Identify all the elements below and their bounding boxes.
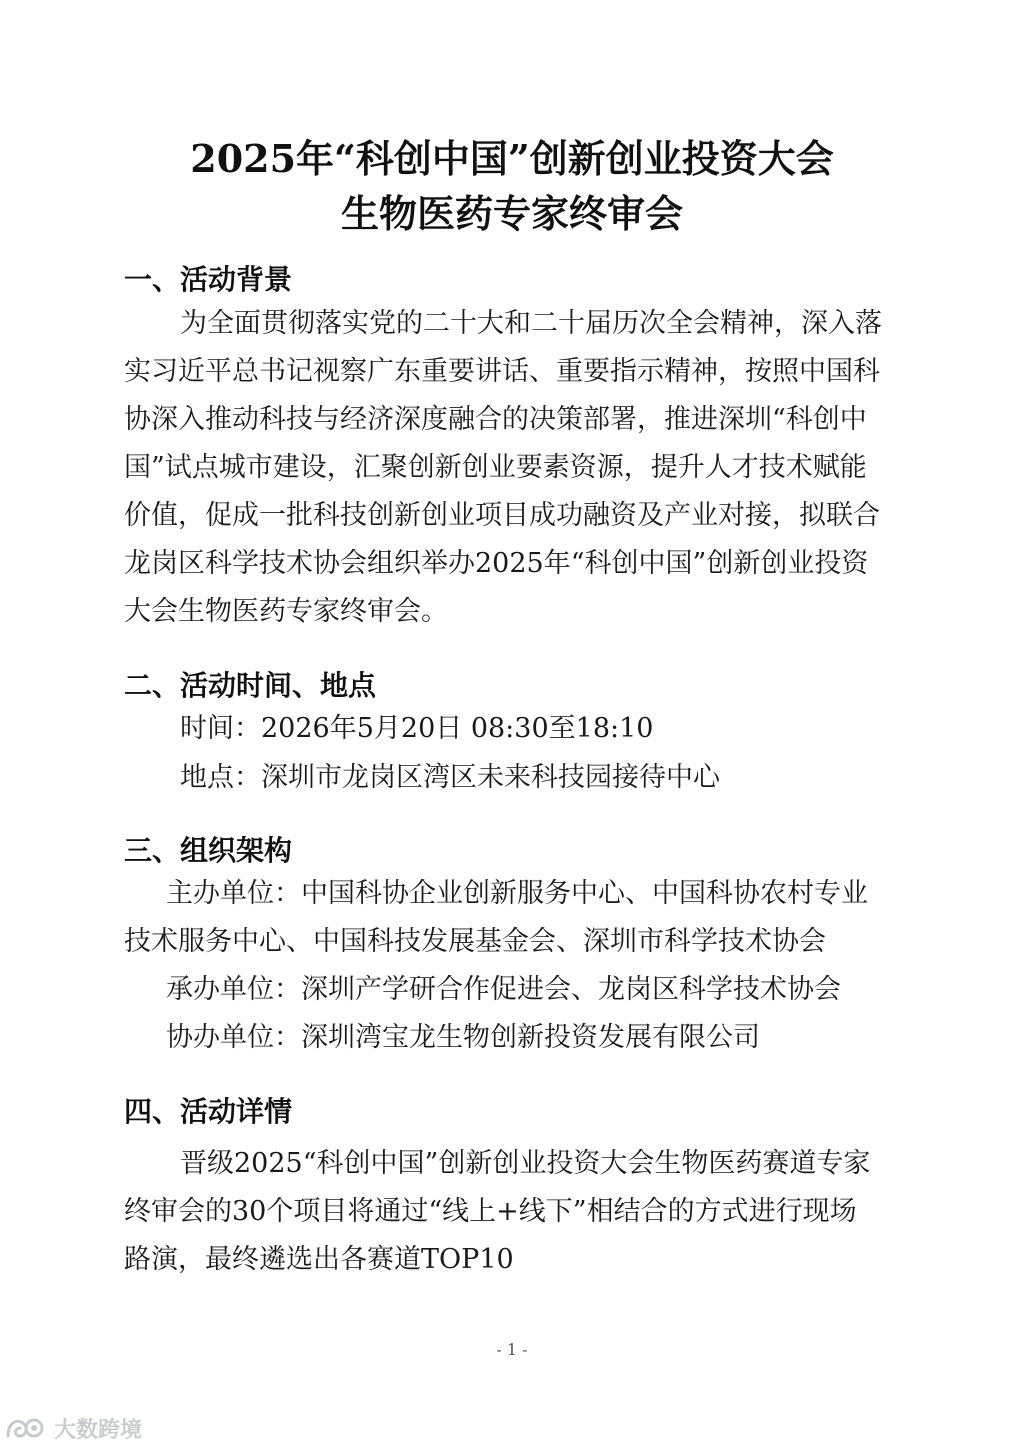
paragraph-line: 实习近平总书记视察广东重要讲话、重要指示精神，按照中国科 [124,356,880,387]
watermark [4,1412,142,1444]
co-organizer-line: 协办单位：深圳湾宝龙生物创新投资发展有限公司 [166,1022,760,1053]
event-time: 时间：2026年5月20日 08:30至18:10 [180,713,654,744]
event-location: 地点：深圳市龙岗区湾区未来科技园接待中心 [180,762,720,793]
section-heading-time-place: 二、活动时间、地点 [124,669,377,702]
paragraph-line: 路演，最终遴选出各赛道TOP10 [124,1244,514,1275]
brand-logo-icon [4,1414,48,1442]
section-heading-background: 一、活动背景 [124,263,293,296]
watermark-text: 大数跨境 [54,1417,143,1443]
section-heading-organization: 三、组织架构 [124,834,293,867]
paragraph-line: 国”试点城市建设，汇聚创新创业要素资源，提升人才技术赋能 [124,452,867,483]
paragraph-line: 价值，促成一批科技创新创业项目成功融资及产业对接，拟联合 [124,500,880,531]
page-number: - 1 - [496,1340,528,1359]
organizer-line: 主办单位：中国科协企业创新服务中心、中国科协农村专业 [166,878,868,909]
paragraph-line: 晋级2025“科创中国”创新创业投资大会生物医药赛道专家 [180,1148,871,1179]
section-heading-details: 四、活动详情 [124,1095,293,1128]
paragraph-line: 终审会的30个项目将通过“线上+线下”相结合的方式进行现场 [124,1196,857,1227]
paragraph-line: 为全面贯彻落实党的二十大和二十届历次全会精神，深入落 [180,308,882,339]
paragraph-line: 龙岗区科学技术协会组织举办2025年“科创中国”创新创业投资 [124,548,869,579]
paragraph-line: 大会生物医药专家终审会。 [124,596,448,627]
organizer-line: 技术服务中心、中国科技发展基金会、深圳市科学技术协会 [124,926,826,957]
paragraph-line: 协深入推动科技与经济深度融合的决策部署，推进深圳“科创中 [124,404,867,435]
document-title-line1: 2025年“科创中国”创新创业投资大会 [190,136,834,181]
host-line: 承办单位：深圳产学研合作促进会、龙岗区科学技术协会 [166,974,841,1005]
document-title-line2: 生物医药专家终审会 [340,191,683,236]
